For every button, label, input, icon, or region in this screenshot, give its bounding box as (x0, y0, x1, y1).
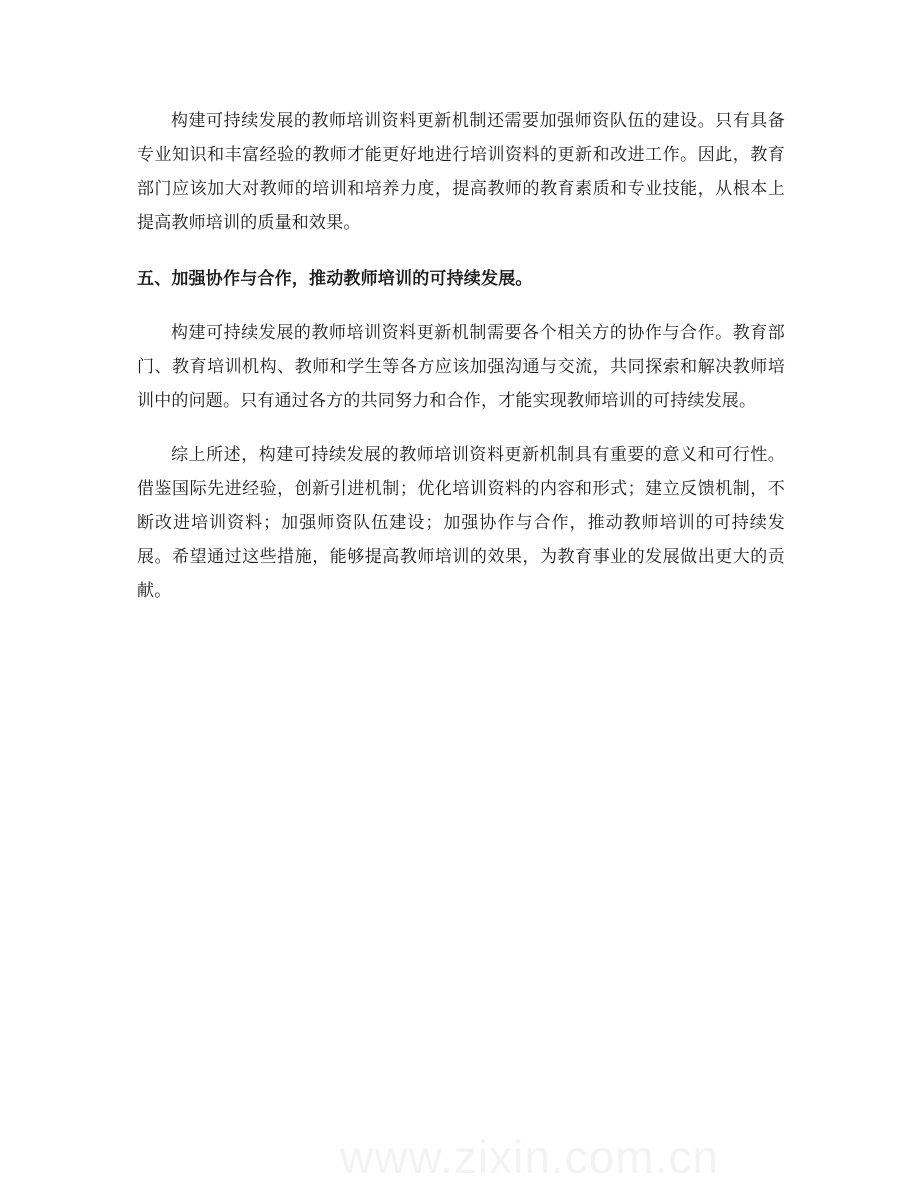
document-body (137, 104, 785, 608)
paragraph-conclusion: 综上所述，构建可持续发展的教师培训资料更新机制具有重要的意义和可行性。借鉴国际先进经验，创新引进机制；优化培训资料的内容和形式；建立反馈机制，不断改进培训资料；加强师资队伍建设；加强协作与合作，推动教师培训的可持续发展。希望通过这些措施，能够提高教师培训的效果，为教育事业的发展做出更大的贡献。 (137, 445, 785, 601)
paragraph-teacher-team: 构建可持续发展的教师培训资料更新机制还需要加强师资队伍的建设。只有具备专业知识和丰富经验的教师才能更好地进行培训资料的更新和改进工作。因此，教育部门应该加大对教师的培训和培养力度，提高教师的教育素质和专业技能，从根本上提高教师培训的质量和效果。 (137, 111, 785, 233)
watermark: www.zixin.com.cn (340, 1131, 719, 1183)
section-heading-5: 五、加强协作与合作，推动教师培训的可持续发展。 (137, 269, 533, 289)
paragraph-collaboration: 构建可持续发展的教师培训资料更新机制需要各个相关方的协作与合作。教育部门、教育培训机构、教师和学生等各方应该加强沟通与交流，共同探索和解决教师培训中的问题。只有通过各方的共同努力和合作，才能实现教师培训的可持续发展。 (137, 323, 785, 411)
